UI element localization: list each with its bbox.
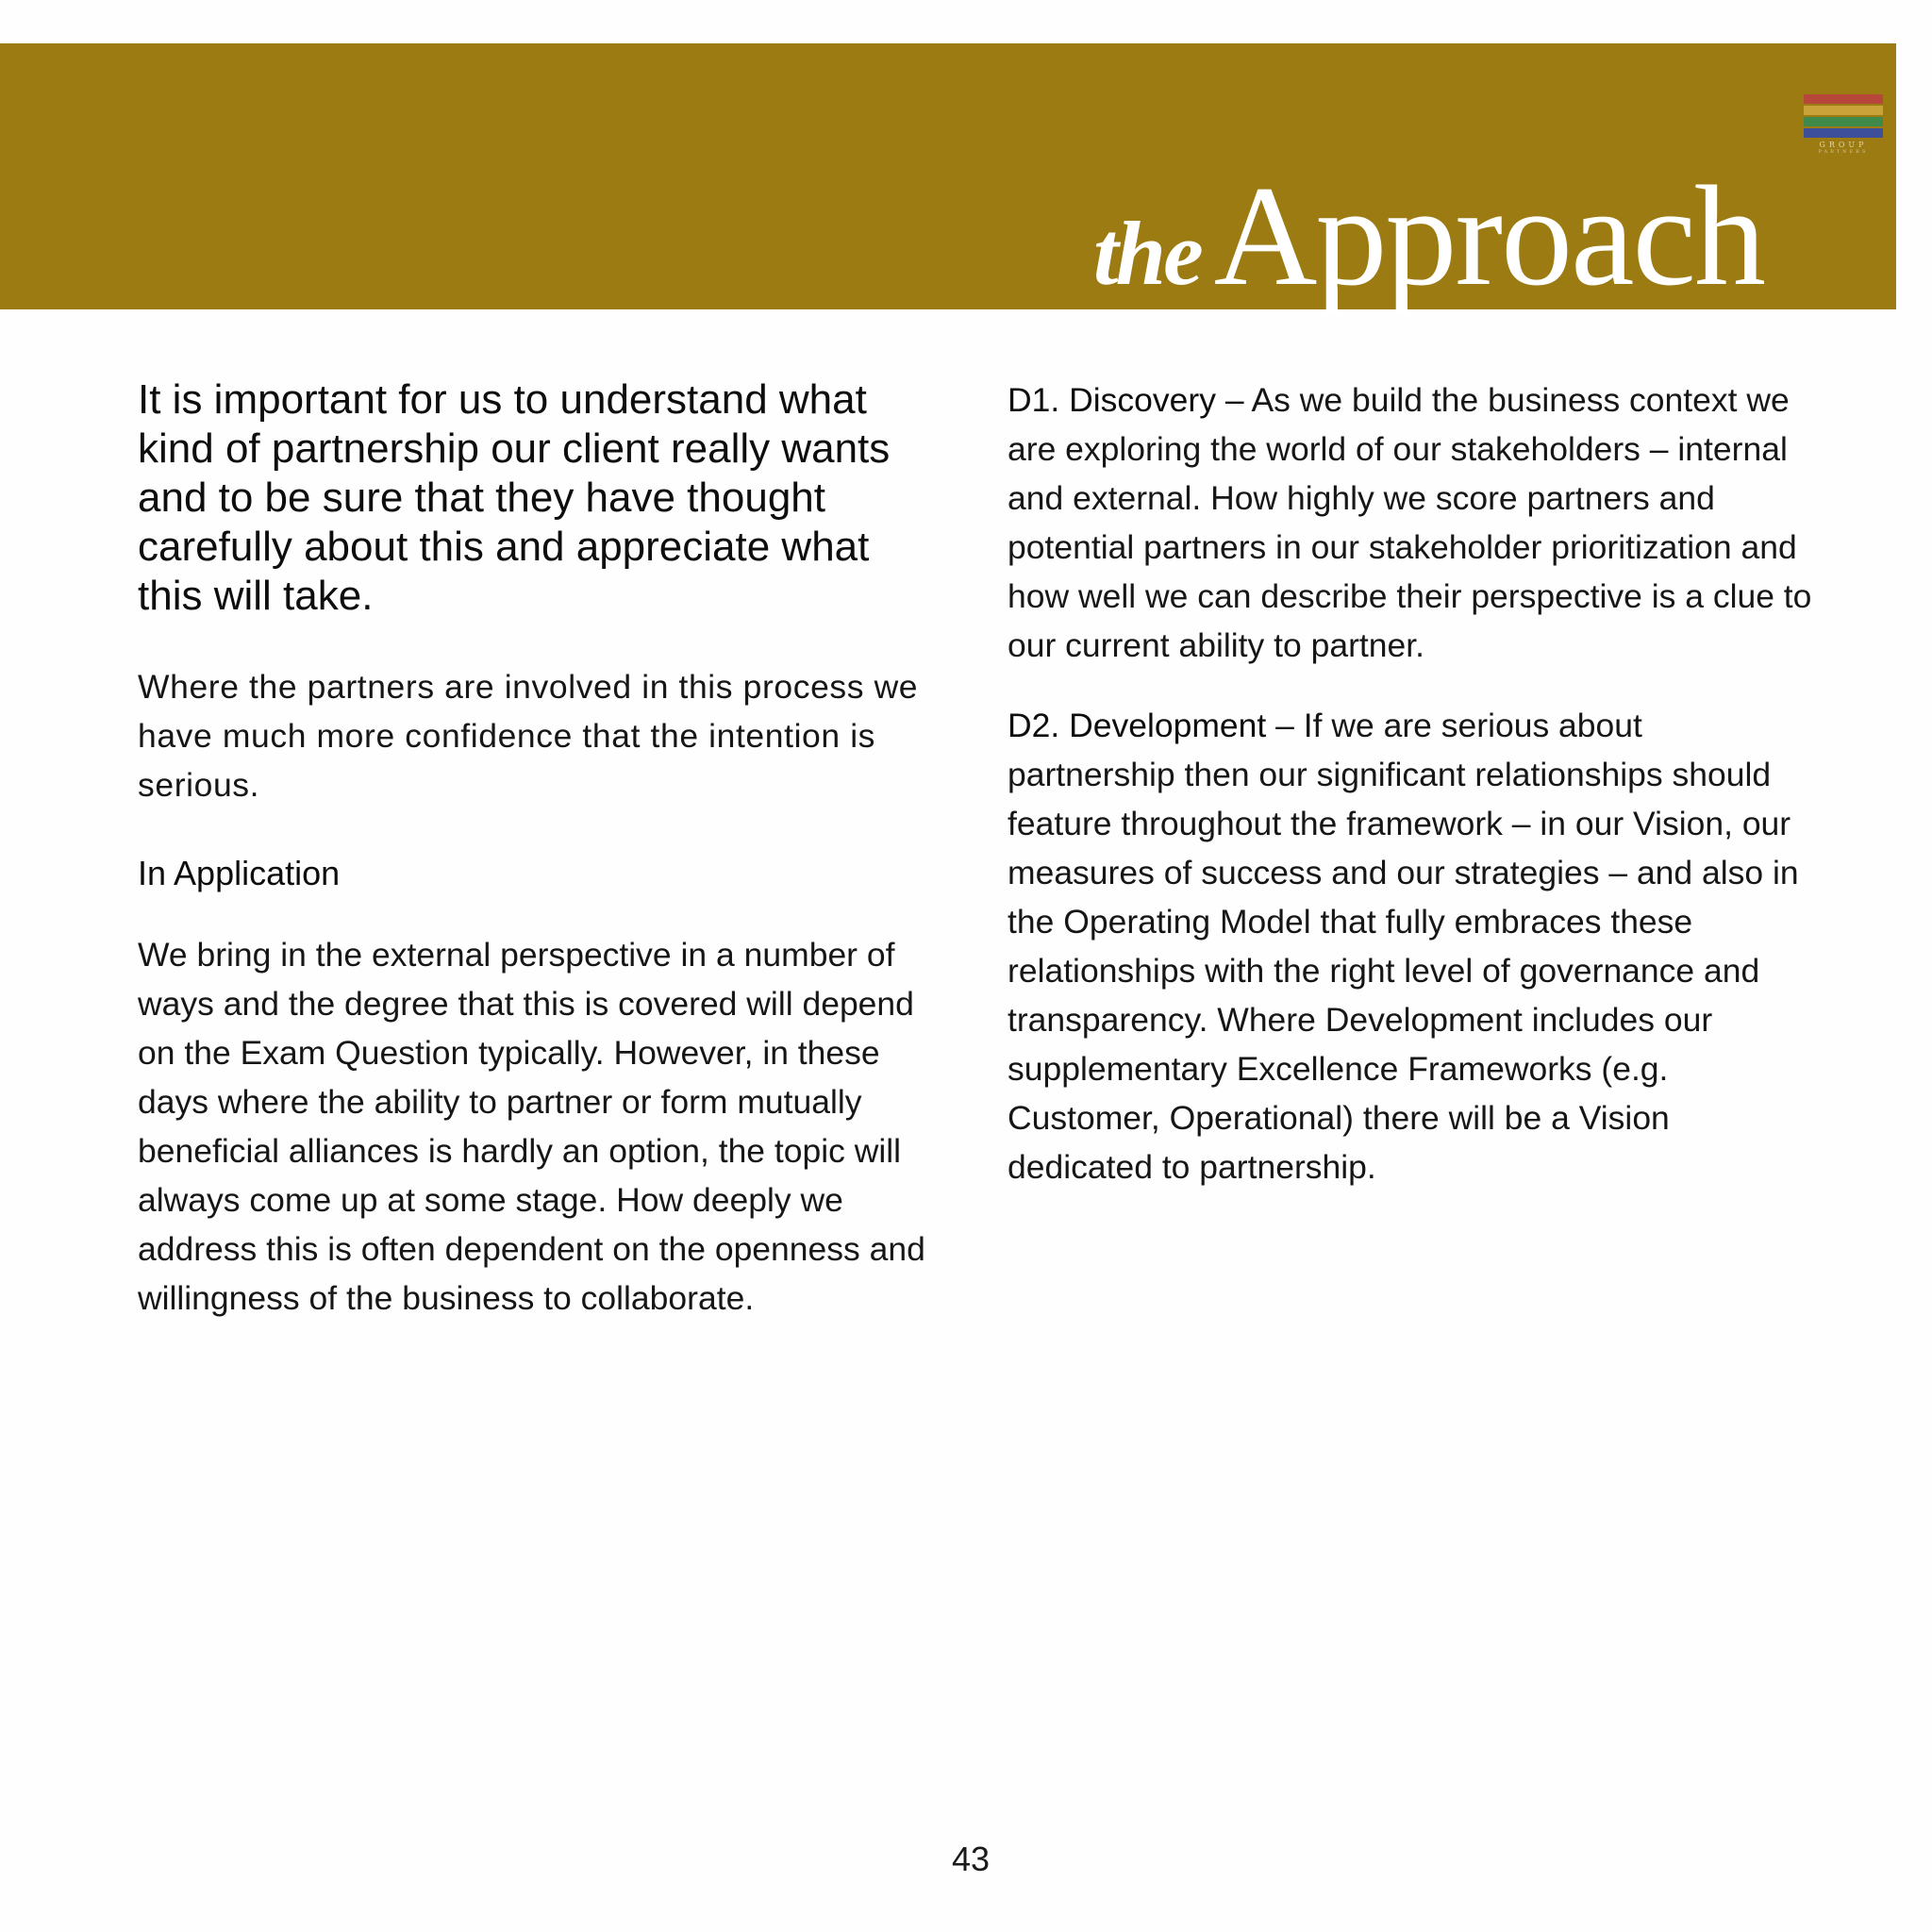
section-heading: In Application [138, 854, 341, 892]
d2-paragraph [1008, 701, 1819, 1191]
logo-subtext: PARTNERS [1818, 149, 1869, 155]
title-main: Approach [1213, 157, 1764, 315]
d2-text: – If we are serious about partnership then our significant relationships should feature throughout the framework – in our Vision, our measures of success and our strategies – and also in the Operating Model that fully embraces these relationships with the right level of governance and transparency. Where Development includes our supplementary Excellence Frameworks (e.g. Customer, Operational) there will be a Vision dedicated to partnership. [1008, 707, 1799, 1186]
logo-text: GROUP [1819, 141, 1868, 149]
left-column [138, 375, 940, 1323]
d1-term: D1. Discovery [1008, 381, 1216, 419]
title-prefix: the [1093, 203, 1201, 304]
header-band [0, 43, 1896, 315]
logo-stripe-green [1804, 117, 1883, 126]
page-number: 43 [951, 1840, 991, 1878]
logo-stripe-red [1804, 94, 1883, 104]
lead-paragraph: It is important for us to understand what kind of partnership our client really wants and to be sure that they have thought carefully about this and appreciate what this will take. [138, 376, 891, 619]
intro-paragraph: Where the partners are involved in this process we have much more confidence that the intention is serious. [138, 668, 919, 804]
page-title [1093, 157, 1764, 315]
d1-paragraph [1008, 375, 1819, 670]
d1-text: – As we build the business context we are exploring the world of our stakeholders – internal and external. How highly we score partners and potential partners in our stakeholder prioritization and how well we can describe their perspective is a clue to our current ability to partner. [1008, 381, 1812, 664]
right-column [1008, 375, 1819, 1191]
group-partners-logo [1804, 94, 1883, 177]
logo-stripe-gold [1804, 106, 1883, 115]
d2-term: D2. Development [1008, 707, 1267, 744]
logo-stripe-blue [1804, 128, 1883, 138]
application-paragraph: We bring in the external perspective in a number of ways and the degree that this is covered will depend on the Exam Question typically. However, in these days where the ability to partner or form mutually beneficial alliances is hardly an option, the topic will always come up at some stage. How deeply we address this is often dependent on the openness and willingness of the business to collaborate. [138, 936, 925, 1317]
